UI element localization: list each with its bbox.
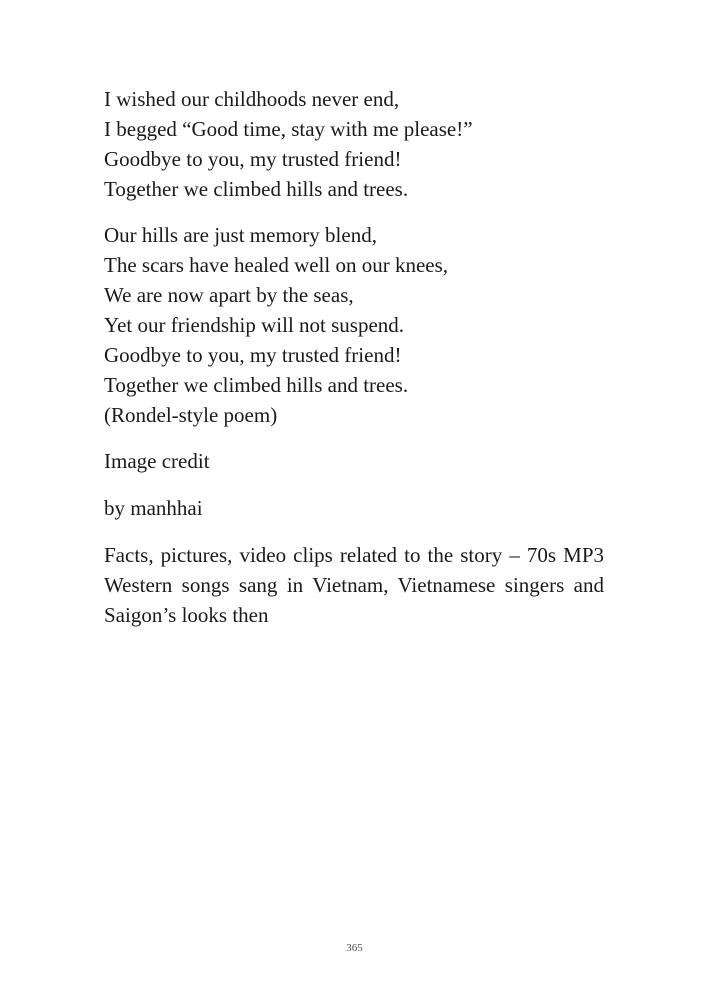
poem-line: We are now apart by the seas,	[104, 283, 354, 307]
poem-line: Goodbye to you, my trusted friend!	[104, 343, 402, 367]
poem-stanza-1	[104, 84, 604, 204]
poem-line: Together we climbed hills and trees.	[104, 177, 409, 201]
poem-line: Our hills are just memory blend,	[104, 223, 377, 247]
credit-author: by manhhai	[104, 496, 203, 520]
poem-line: I wished our childhoods never end,	[104, 87, 400, 111]
poem-line: Goodbye to you, my trusted friend!	[104, 147, 402, 171]
poem-line: I begged “Good time, stay with me please!”	[104, 117, 473, 141]
poem-line: Together we climbed hills and trees.	[104, 373, 409, 397]
poem-stanza-2	[104, 220, 604, 430]
facts-paragraph: Facts, pictures, video clips related to the story – 70s MP3 Western songs sang in Vietnam, Vietnamese singers and Saigon’s looks then	[104, 543, 604, 627]
poem-form-note: (Rondel-style poem)	[104, 403, 278, 427]
poem-line: Yet our friendship will not suspend.	[104, 313, 405, 337]
image-credit-label: Image credit	[104, 449, 210, 473]
page-number: 365	[346, 942, 363, 954]
poem-line: The scars have healed well on our knees,	[104, 253, 449, 277]
page-content	[104, 84, 604, 647]
